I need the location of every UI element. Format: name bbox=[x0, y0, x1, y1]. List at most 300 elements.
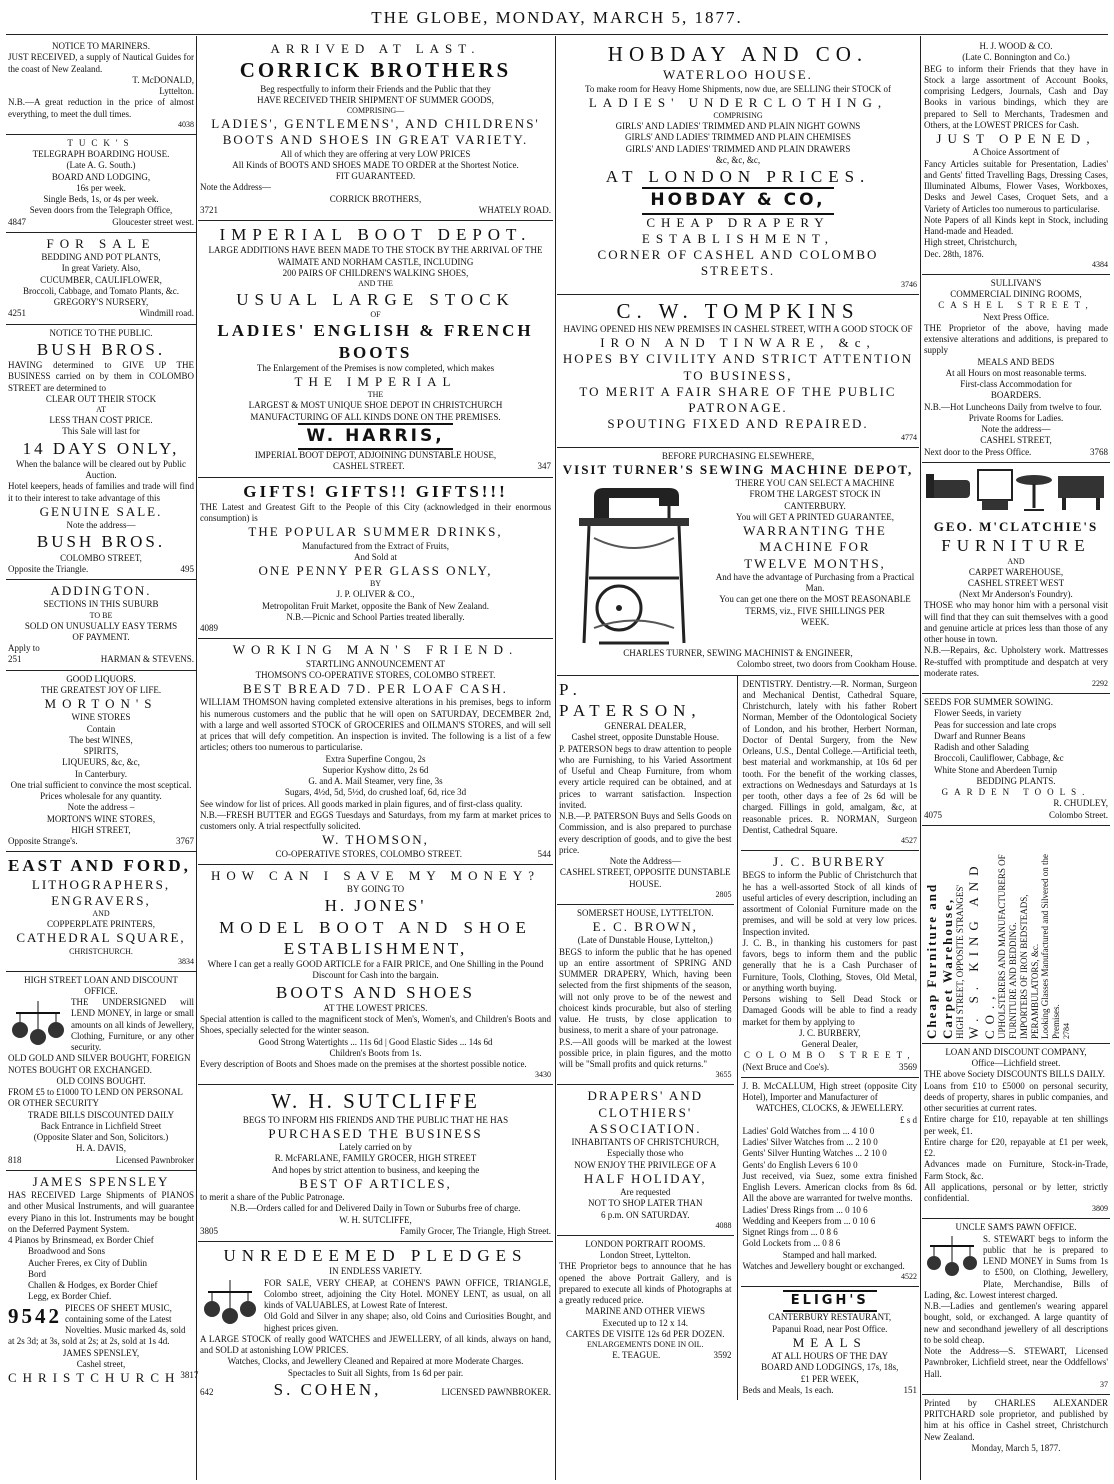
ad-heading: C. W. TOMPKINS bbox=[616, 298, 860, 323]
ad-line: OLD COINS BOUGHT. bbox=[56, 1075, 146, 1086]
ad-line: Beg respectfully to inform their Friends and the Public that they bbox=[260, 83, 491, 94]
ad-line: THE bbox=[367, 390, 384, 400]
ad-line: Next door to the Press Office. bbox=[924, 446, 1032, 457]
harris-logo: W. HARRIS, bbox=[298, 423, 452, 450]
ad-number: 3817 bbox=[180, 1370, 199, 1380]
ad-line: BUSH BROS. bbox=[36, 532, 166, 552]
ad-name: R. CHUDLEY, bbox=[1053, 798, 1108, 809]
ad-line: Special attention is called to the magnificent stock of Men's, Women's, and Children's Boots and Shoes, specially selected for the winter season. bbox=[200, 1014, 551, 1036]
ad-line: J. P. OLIVER & CO., bbox=[336, 589, 415, 600]
ad-line: Metropolitan Fruit Market, opposite the Bank of New Zealand. bbox=[262, 600, 489, 611]
ad-line: Manufactured from the Extract of Fruits, bbox=[302, 540, 449, 551]
ad-line: And Sold at bbox=[353, 551, 397, 562]
ad-body: DENTISTRY. Dentistry.—R. Norman, Surgeon and Mechanical Dentist, Cathedral Square, Christchurch, lately with his father Robert Norman, Member of the Odontological Society of London, and his brother, Herbert Norman, Doctor of Dental Surgery, from the New Orleans, U.S., Dental College.—Artificial teeth, best material and workmanship, at 10s 6d per tooth. For the benefit of the working classes, extractions on Wednesdays and Saturdays at 1s per tooth, other days a fee of 2s 6d will be charged. Fillings in gold, amalgam, &c, at reasonable prices. R. NORMAN, Surgeon Dentist, Cathedral Square. bbox=[742, 678, 917, 835]
ad-line: Note the Address— bbox=[609, 856, 681, 866]
ad-line: TO BE bbox=[89, 610, 113, 620]
ad-line: Colombo Street. bbox=[1049, 809, 1108, 820]
ad-line: N.B.—Picnic and School Parties treated liberally. bbox=[286, 611, 465, 622]
ad-line: MARINE AND OTHER VIEWS bbox=[585, 1306, 706, 1317]
ad-number: 3569 bbox=[899, 1061, 917, 1072]
ad-line: Loans from £10 to £5000 on personal security, deeds of property, shares in public companies, and other securities at current rates. bbox=[924, 1080, 1108, 1113]
ad-line: FROM THE LARGEST STOCK IN bbox=[749, 489, 881, 500]
price-row: Ladies' Silver Watches from ... 2 10 0 bbox=[742, 1137, 878, 1147]
ad-body: BEGS to inform the Public of Christchurch that he has a well-assorted Stock of all kinds of useful articles of every description, including an assortment of Colonial Furniture made on the premises, and will be sold at very low prices. Inspection invited. bbox=[742, 870, 917, 937]
rotated-ad-frame bbox=[924, 829, 1108, 1039]
ad-line: AT ALL HOURS OF THE DAY bbox=[771, 1351, 889, 1361]
ad-tucks bbox=[6, 135, 196, 233]
ad-line: Flower Seeds, in variety bbox=[934, 708, 1022, 719]
ad-norman bbox=[741, 676, 919, 852]
ad-line: FURNITURE bbox=[941, 536, 1091, 556]
ad-number: 3746 bbox=[901, 279, 917, 289]
ad-heading: FOR SALE bbox=[46, 235, 156, 251]
ad-line: LITHOGRAPHERS, ENGRAVERS, bbox=[31, 876, 171, 908]
ad-bush-bros bbox=[6, 325, 196, 581]
ad-line: (Late A. G. South.) bbox=[66, 160, 136, 171]
ad-line: London Street, Lyttelton. bbox=[600, 1250, 691, 1260]
ad-line: You will GET A PRINTED GUARANTEE, bbox=[736, 511, 894, 522]
ad-line: Cashel street, opposite Dunstable House. bbox=[571, 732, 719, 743]
ad-line: Especially those who bbox=[607, 1148, 684, 1159]
ad-line: Broccoli, Cauliflower, Cabbage, &c bbox=[934, 753, 1064, 764]
ad-heading: WORKING MAN'S FRIEND. bbox=[232, 642, 519, 658]
ad-line: BOOTS AND SHOES IN GREAT VARIETY. bbox=[222, 132, 529, 148]
eligh-logo: ELIGH'S bbox=[783, 1290, 877, 1312]
ad-line: N.B.—Orders called for and Delivered Daily in Town or Suburbs free of charge. bbox=[230, 1203, 521, 1214]
ad-line: JAMES SPENSLEY, bbox=[62, 1347, 140, 1358]
ad-line: &c, &c, &c, bbox=[715, 154, 761, 165]
ad-sullivan bbox=[922, 275, 1110, 463]
ad-line: CASHEL STREET, bbox=[938, 300, 1094, 311]
ad-line: A Choice Assortment of bbox=[972, 147, 1060, 158]
price-row: Wedding and Keepers from ... 0 10 6 bbox=[742, 1215, 876, 1226]
ad-line: WEEK. bbox=[800, 616, 830, 627]
ad-line: High street, Christchurch, bbox=[924, 237, 1017, 248]
ad-hobday bbox=[557, 38, 919, 295]
ad-line: 4 Pianos by Brinsmead, ex Border Chief bbox=[8, 1235, 154, 1245]
ad-for-sale bbox=[6, 233, 196, 325]
ad-number: 4384 bbox=[1092, 259, 1108, 269]
ad-sutcliffe bbox=[198, 1085, 553, 1242]
ad-line: AND bbox=[1007, 556, 1025, 566]
ad-number: 3767 bbox=[176, 836, 194, 846]
ad-name: E. C. BROWN, bbox=[592, 919, 698, 934]
ad-line: And have the advantage of Purchasing from a Practical Man. bbox=[715, 571, 915, 593]
ad-line: BEGS TO INFORM HIS FRIENDS AND THE PUBLIC THAT HE HAS bbox=[242, 1114, 509, 1125]
ad-burbery bbox=[741, 851, 919, 1078]
ad-body: J. B. McCALLUM, High street (opposite City Hotel), Importer and Manufacturer of bbox=[742, 1080, 917, 1102]
ad-line: WARRANTING THE MACHINE FOR bbox=[743, 523, 887, 555]
ad-line: Colombo street, two doors from Cookham House. bbox=[737, 659, 917, 670]
ad-line: Office—Lichfield street. bbox=[971, 1058, 1061, 1068]
ad-line: LADIES', GENTLEMENS', AND CHILDRENS' bbox=[211, 116, 540, 131]
ad-line: BOOTS AND SHOES bbox=[276, 982, 475, 1002]
ad-line: Opposite Strange's. bbox=[8, 836, 78, 846]
ad-line: WATCHES, CLOCKS, & JEWELLERY. bbox=[755, 1103, 904, 1114]
ad-drapers bbox=[557, 1085, 734, 1236]
ad-gifts bbox=[198, 478, 553, 640]
ad-line: ONE PENNY PER GLASS ONLY, bbox=[258, 563, 493, 578]
ad-line: THERE YOU CAN SELECT A MACHINE bbox=[735, 478, 895, 488]
ad-notice: NOTICE TO THE PUBLIC. bbox=[49, 327, 153, 338]
ad-line: Legg, ex Border Chief. bbox=[28, 1291, 112, 1302]
ad-imperial-boot bbox=[198, 221, 553, 478]
ad-line: Executed up to 12 x 14. bbox=[602, 1317, 688, 1328]
ad-line: STARTLING ANNOUNCEMENT AT bbox=[305, 658, 446, 669]
ad-body: JUST RECEIVED, a supply of Nautical Guides for the coast of New Zealand. bbox=[8, 52, 194, 74]
ad-wood bbox=[922, 38, 1110, 275]
ad-line: BEFORE PURCHASING ELSEWHERE, bbox=[661, 450, 815, 461]
ad-line: BOARD AND LODGING, bbox=[51, 171, 151, 182]
ad-line: THE POPULAR SUMMER DRINKS, bbox=[248, 524, 503, 540]
ad-heading: IMPERIAL BOOT DEPOT. bbox=[219, 225, 532, 244]
ad-cohen bbox=[198, 1242, 553, 1404]
masthead-title: THE GLOBE, MONDAY, MARCH 5, 1877. bbox=[371, 8, 743, 27]
ad-line: Watches and Jewellery bought or exchanged. bbox=[742, 1260, 905, 1271]
ad-line: NOT TO SHOP LATER THAN bbox=[588, 1198, 703, 1209]
ad-line: £ s d bbox=[899, 1114, 917, 1125]
ad-line: USUAL LARGE STOCK bbox=[236, 290, 515, 309]
price-row: Gents' do English Levers 6 10 0 bbox=[742, 1159, 858, 1170]
ad-number: 347 bbox=[537, 461, 551, 472]
ad-line: N.B.—P. PATERSON Buys and Sells Goods on Commission, and is also prepared to purchase every description of goods, and to give the best price. bbox=[559, 811, 732, 855]
ad-body: P. PATERSON begs to draw attention to people who are Furnishing, to his Varied Assortment of Useful and Cheap Furniture, from whom every article required can be obtained, and at prices to warrant satisfaction. Inspection invited. bbox=[559, 743, 732, 810]
ad-line: HAVE RECEIVED THEIR SHIPMENT OF SUMMER GOODS, bbox=[257, 94, 494, 105]
ad-line: LADIES' UNDERCLOTHING, bbox=[588, 94, 888, 110]
ad-number: 3834 bbox=[178, 956, 194, 966]
ad-line: Peas for succession and late crops bbox=[934, 719, 1057, 730]
ad-body: WILLIAM THOMSON having completed extensive alterations in his premises, begs to inform his numerous customers and the public that he will open on SATURDAY, DECEMBER 2nd, with a large and well assorted STOCK of GROCERIES and OILMAN'S STORES, and will sell at prices that will defy competition. An inspection is invited. The following is a list of a few articles; others too numerous to particularise. bbox=[200, 697, 551, 753]
ad-line: AT THE LOWEST PRICES. bbox=[323, 1002, 428, 1013]
ad-line: MEALS bbox=[792, 1334, 867, 1350]
ad-line: General Dealer, bbox=[801, 1039, 859, 1049]
ad-line: GENERAL DEALER, bbox=[604, 721, 687, 731]
ad-thomson bbox=[198, 639, 553, 865]
ad-line: HOPES BY CIVILITY AND STRICT ATTENTION TO BUSINESS, bbox=[562, 351, 914, 383]
ad-line: THOMSON'S CO-OPERATIVE STORES, COLOMBO STREET. bbox=[255, 669, 496, 680]
ad-line: COMPRISING— bbox=[346, 106, 405, 115]
ad-number: 2784 bbox=[1061, 1022, 1071, 1039]
ad-line: TWELVE MONTHS, bbox=[744, 555, 886, 571]
ad-line: GIRLS' AND LADIES' TRIMMED AND PLAIN DRAWERS bbox=[625, 143, 851, 154]
ad-line: UPHOLSTERERS AND MANUFACTURERS OF FURNITURE AND BEDDING. bbox=[997, 854, 1018, 1039]
ad-number: 3430 bbox=[535, 1070, 551, 1080]
ad-heading: GOOD LIQUORS. bbox=[66, 673, 136, 684]
ad-heading: W. H. SUTCLIFFE bbox=[271, 1089, 480, 1114]
ad-tompkins bbox=[557, 295, 919, 448]
ad-body: HAS RECEIVED Large Shipments of PIANOS and other Musical Instruments, and will guarantee every Piano in this lot. Instruments may be bought on the Deferred Payment System. bbox=[8, 1190, 194, 1234]
ad-line: COLOMBO STREET, bbox=[60, 552, 142, 563]
ad-number: 4847 bbox=[8, 216, 26, 227]
ad-line: Looking Glasses Manufactured and Silvered on the Premises. bbox=[1040, 853, 1062, 1039]
ad-line: IN ENDLESS VARIETY. bbox=[329, 1266, 422, 1277]
ad-line: THE IMPERIAL bbox=[294, 374, 457, 389]
ad-line: AND bbox=[92, 909, 110, 918]
ad-heading: UNCLE SAM'S PAWN OFFICE. bbox=[955, 1222, 1077, 1233]
ad-line: 200 PAIRS OF CHILDREN'S WALKING SHOES, bbox=[282, 267, 469, 278]
ad-line: Fancy Articles suitable for Presentation, Ladies' and Gents' fitted Travelling Bags, Dressing Cases, Illuminated Albums, Flower Vases, Workboxes, Desks and Jewel Cases, Croquet Sets, and a Variety of Articles too numerous to particularise. bbox=[924, 158, 1108, 214]
ad-body: THE above Society DISCOUNTS BILLS DAILY. bbox=[924, 1069, 1105, 1080]
ad-line: LICENSED PAWNBROKER. bbox=[441, 1386, 551, 1397]
ad-line: Licensed Pawnbroker bbox=[115, 1154, 194, 1165]
ad-jones bbox=[198, 865, 553, 1086]
ad-line: OF bbox=[370, 310, 381, 320]
ad-heading: HOBDAY AND CO. bbox=[607, 42, 869, 66]
ad-line: R. McFARLANE, FAMILY GROCER, HIGH STREET bbox=[274, 1153, 477, 1164]
ad-note: N.B.—A great reduction in the price of almost everything, to meet the dull times. bbox=[8, 97, 194, 119]
ad-line: BOARDERS. bbox=[990, 390, 1042, 401]
price-row: Signet Rings from ... 0 8 6 bbox=[742, 1227, 838, 1237]
ad-line: Are requested bbox=[620, 1187, 671, 1197]
column-3 bbox=[557, 38, 919, 1478]
ad-heading: ADDINGTON. bbox=[50, 583, 152, 598]
ad-heading: BUSH BROS. bbox=[36, 339, 166, 359]
ad-line: And hopes by strict attention to business, and keeping the bbox=[271, 1164, 480, 1175]
ad-line: Entire charge for £20, repayable at £1 per week, £2. bbox=[924, 1136, 1108, 1158]
ad-line: Stamped and hall marked. bbox=[782, 1249, 877, 1260]
ad-big-number: 9542 bbox=[8, 1303, 62, 1328]
ad-line: This Sale will last for bbox=[62, 426, 140, 437]
ad-line: Old Gold and Silver in any shape; also, old Coins and Curiosities Bought, and highest prices given. bbox=[264, 1311, 551, 1333]
ad-number: 3768 bbox=[1090, 446, 1108, 457]
ad-line: WATERLOO HOUSE. bbox=[663, 67, 813, 83]
ad-line: BEST BREAD 7D. PER LOAF CASH. bbox=[243, 681, 508, 696]
ad-heading: Cheap Furniture and Carpet Warehouse, bbox=[924, 882, 955, 1039]
ad-number: 4522 bbox=[901, 1272, 917, 1281]
imprint-text: Printed by CHARLES ALEXANDER PRITCHARD sole proprietor, and published by him at his office in Cashel street, Christchurch New Zealand. bbox=[924, 1397, 1108, 1442]
column-1 bbox=[6, 38, 199, 1478]
ad-line: FROM £5 to £1000 TO LEND ON PERSONAL OR OTHER SECURITY bbox=[8, 1087, 183, 1109]
ad-spensley bbox=[6, 1171, 199, 1391]
ad-line: One trial sufficient to convince the most sceptical. bbox=[10, 779, 192, 790]
ad-line: CANTERBURY RESTAURANT, bbox=[768, 1312, 892, 1323]
ad-name: E. TEAGUE. bbox=[612, 1350, 661, 1360]
ad-line: When the balance will be cleared out by Public Auction. bbox=[16, 458, 186, 480]
ad-addington bbox=[6, 580, 196, 671]
pawnbroker-balls-icon bbox=[8, 999, 68, 1049]
ad-address: Gloucester street west. bbox=[112, 216, 194, 227]
ad-name: HARMAN & STEVENS. bbox=[100, 654, 194, 665]
ad-line: BOARD AND LODGINGS, 17s, 18s, bbox=[761, 1362, 899, 1373]
ad-line: A LARGE STOCK of really good WATCHES and JEWELLERY, of all kinds, always on hand, and SOLD at astonishing LOW PRICES. bbox=[200, 1333, 551, 1355]
ad-line: CHARLES TURNER, SEWING MACHINIST & ENGINEER, bbox=[623, 648, 853, 658]
ad-line: SPOUTING FIXED AND REPAIRED. bbox=[607, 416, 869, 432]
ad-number: 4251 bbox=[8, 308, 26, 319]
ad-line: Superior Kyshow ditto, 2s 6d bbox=[322, 764, 429, 775]
ad-mclatchie bbox=[922, 463, 1110, 694]
ad-line: All Kinds of BOOTS AND SHOES MADE TO ORDER at the Shortest Notice. bbox=[232, 159, 519, 170]
ad-line: BEST OF ARTICLES, bbox=[299, 1175, 452, 1191]
ad-line: J. C. BURBERY, bbox=[798, 1027, 861, 1038]
ad-number: 4527 bbox=[901, 836, 917, 845]
ad-number: 2292 bbox=[1092, 679, 1108, 688]
ad-heading: TUCK'S bbox=[67, 137, 135, 148]
ad-line: In Canterbury. bbox=[75, 768, 127, 779]
rotated-ad-text bbox=[924, 829, 1072, 1039]
ad-heading: P. PATERSON, bbox=[559, 679, 702, 720]
ad-line: Prices wholesale for any quantity. bbox=[40, 791, 162, 801]
ad-body: FOR SALE, VERY CHEAP, at COHEN'S PAWN OFFICE, TRIANGLE, Colombo street, adjoining the City Hotel. MONEY LENT, as usual, on all kinds of VALUABLES, at Lowest Rate of Interest. bbox=[264, 1277, 551, 1310]
ad-line: JUST OPENED, bbox=[936, 131, 1096, 146]
ad-line: TERMS, viz., FIVE SHILLINGS PER bbox=[745, 605, 885, 616]
ad-line: THE GREATEST JOY OF LIFE. bbox=[40, 684, 162, 695]
ad-line: LARGEST & MOST UNIQUE SHOE DEPOT IN CHRISTCHURCH bbox=[248, 400, 503, 411]
ad-line: All of which they are offering at very LOW PRICES bbox=[280, 148, 471, 159]
sub-column-right bbox=[738, 676, 919, 1401]
ad-line: PIECES OF SHEET MUSIC, containing some of the Latest Novelties. Music marked 4s, sold at 2s 3d; at 3s, sold at 2s; at 2s, sold at 1s 4d. bbox=[8, 1302, 186, 1347]
ad-line: CHRISTCHURCH. bbox=[69, 946, 133, 956]
ad-line: TRADE BILLS DISCOUNTED DAILY bbox=[27, 1109, 175, 1120]
ad-line: (Late C. Bonnington and Co.) bbox=[962, 52, 1070, 63]
ad-line: CO-OPERATIVE STORES, COLOMBO STREET. bbox=[275, 848, 462, 859]
ad-line: LADIES' ENGLISH & FRENCH BOOTS bbox=[217, 321, 534, 362]
ad-mccallum bbox=[741, 1078, 919, 1287]
ad-line: OLD GOLD AND SILVER BOUGHT, FOREIGN NOTES BOUGHT OR EXCHANGED. bbox=[8, 1053, 191, 1075]
ad-body: BEGS to inform the public that he has opened up an entire assortment of SPRING AND SUMMER DRAPERY, Which, having been selected from the first shipments of the season, will not only prove to be of the newest and choicest kinds procurable, but also of sterling value. He trusts, by close application to business, to merit a share of your patronage. bbox=[559, 946, 732, 1036]
ad-heading: JAMES SPENSLEY bbox=[32, 1173, 170, 1189]
ad-body: THE Latest and Greatest Gift to the People of this City (acknowledged in their enormous consumption) is bbox=[200, 501, 551, 523]
column-divider bbox=[555, 36, 556, 1480]
ad-address: Windmill road. bbox=[139, 308, 194, 319]
ad-line: 16s per week. bbox=[76, 182, 126, 193]
ad-mariners bbox=[6, 38, 196, 135]
ad-line: 6 p.m. ON SATURDAY. bbox=[600, 1209, 690, 1220]
ad-line: Children's Boots from 1s. bbox=[329, 1047, 422, 1058]
ad-line: Advances made on Furniture, Stock-in-Trade, Farm Stock, &c. bbox=[924, 1159, 1108, 1181]
ad-line: Seven doors from the Telegraph Office, bbox=[29, 205, 173, 216]
ad-line: First-class Accommodation for bbox=[960, 379, 1072, 389]
price-row: Ladies' Gold Watches from ... 4 10 0 bbox=[742, 1125, 875, 1136]
ad-line: Private Rooms for Ladies. bbox=[968, 412, 1064, 423]
ad-line: GIRLS' AND LADIES' TRIMMED AND PLAIN NIGHT GOWNS bbox=[615, 121, 861, 131]
ad-line: W. S. KING AND CO., bbox=[965, 860, 997, 1039]
ad-line: Good Strong Watertights ... 11s 6d | Good Elastic Sides ... 14s 6d bbox=[258, 1036, 493, 1047]
imprint bbox=[922, 1395, 1110, 1458]
ad-heading: NOTICE TO MARINERS. bbox=[52, 41, 150, 51]
ad-line: SOLD ON UNUSUALLY EASY TERMS bbox=[24, 620, 178, 631]
ad-line: AND THE bbox=[358, 279, 393, 288]
ad-line: Back Entrance in Lichfield Street bbox=[40, 1120, 162, 1131]
ad-number: 4774 bbox=[901, 432, 917, 442]
ad-line: MORTON'S WINE STORES, bbox=[46, 813, 156, 824]
ad-body: HAVING determined to GIVE UP THE BUSINESS carried on by them in COLOMBO STREET are determined to bbox=[8, 360, 194, 393]
ad-line: Note the Address— bbox=[200, 182, 271, 193]
ad-line: Note the address— bbox=[981, 424, 1051, 434]
ad-line: COMPRISING bbox=[713, 111, 763, 120]
ad-line: Hotel keepers, heads of families and trade will find it to their interest to take advantage of this bbox=[8, 481, 194, 503]
ad-line: GIRLS' AND LADIES' TRIMMED AND PLAIN CHEMISES bbox=[624, 132, 852, 143]
ad-line: LARGE ADDITIONS HAVE BEEN MADE TO THE STOCK BY THE ARRIVAL OF THE WAIMATE AND NORHAM CASTLE, INCLUDING bbox=[208, 245, 543, 267]
ad-line: Dwarf and Runner Beans bbox=[934, 730, 1026, 741]
ad-number: 4038 bbox=[178, 119, 194, 129]
ad-line: HIGH STREET, bbox=[71, 824, 131, 835]
ad-number: 3592 bbox=[713, 1350, 732, 1360]
ad-heading: J. C. BURBERY bbox=[773, 854, 887, 869]
ad-line: Every description of Boots and Shoes made on the premises at the shortest possible notice. bbox=[200, 1059, 527, 1069]
ad-line: Opposite the Triangle. bbox=[8, 563, 89, 574]
ad-line: OF PAYMENT. bbox=[72, 631, 130, 642]
ad-line: White Stone and Aberdeen Turnip bbox=[934, 764, 1057, 775]
ad-name: CORRICK BROTHERS bbox=[239, 58, 512, 83]
ad-line: MANUFACTURING OF ALL KINDS DONE ON THE PREMISES. bbox=[250, 411, 501, 422]
ad-line: SPIRITS, bbox=[83, 746, 119, 756]
ad-line: Family Grocer, The Triangle, High Street. bbox=[400, 1225, 551, 1236]
ad-line: CARTES DE VISITE 12s 6d PER DOZEN. bbox=[565, 1328, 725, 1339]
ad-line: Broadwood and Sons bbox=[28, 1246, 105, 1257]
ad-line: H. A. DAVIS, bbox=[75, 1143, 127, 1154]
ad-east-ford bbox=[6, 852, 196, 971]
ad-turner bbox=[557, 448, 919, 676]
ad-line: NOW ENJOY THE PRIVILEGE OF A bbox=[574, 1159, 717, 1170]
column-divider bbox=[196, 36, 197, 1480]
hobday-logo: HOBDAY & CO, bbox=[642, 187, 833, 214]
ad-line: Broccoli, Cabbage, and Tomato Plants, &c. bbox=[23, 285, 179, 296]
ad-line: (Next Bruce and Coe's). bbox=[742, 1061, 830, 1072]
ad-heading: DRAPERS' AND CLOTHIERS' ASSOCIATION. bbox=[587, 1088, 704, 1136]
ad-line: P.S.—All goods will be marked at the lowest possible price, in plain figures, and the motto will be "Small profits and quick returns." bbox=[559, 1036, 732, 1069]
ad-line: (Late of Dunstable House, Lyttelton,) bbox=[577, 935, 713, 946]
ad-line: Next Press Office. bbox=[982, 311, 1050, 322]
ad-number: 37 bbox=[1100, 1379, 1108, 1389]
ad-line: CLEAR OUT THEIR STOCK bbox=[45, 393, 157, 404]
ad-number: 3805 bbox=[200, 1225, 218, 1236]
ad-loan-office bbox=[6, 972, 196, 1171]
ad-number: 642 bbox=[200, 1386, 214, 1397]
ad-line: Papanui Road, near Post Office. bbox=[772, 1323, 888, 1334]
ad-line: IRON AND TINWARE, &c, bbox=[600, 335, 876, 350]
ad-line: AT bbox=[96, 405, 106, 414]
ad-line: To make room for Heavy Home Shipments, now due, are SELLING their STOCK of bbox=[585, 83, 891, 94]
ad-line: Cashel street, bbox=[76, 1358, 126, 1369]
ad-line: Radish and other Salading bbox=[934, 742, 1029, 752]
ad-heading: HOW CAN I SAVE MY MONEY? bbox=[210, 867, 540, 883]
ad-line: Bord bbox=[28, 1268, 46, 1279]
ad-body: THE Proprietor of the above, having made extensive alterations and additions, is prepared to supply bbox=[924, 322, 1108, 356]
ad-line: BEDDING PLANTS. bbox=[976, 775, 1056, 786]
ad-line: J. C. B., in thanking his customers for past favors, begs to inform them and the public generally that he is a Cash Purchaser of Furniture, Tools, Clothing, Stoves, Old Metal, or anything worth buying. bbox=[742, 937, 917, 993]
ad-line: Dec. 28th, 1876. bbox=[924, 248, 984, 259]
ad-line: GARDEN TOOLS. bbox=[941, 787, 1091, 797]
ad-heading: SULLIVAN'S bbox=[990, 277, 1042, 288]
ad-name: S. COHEN, bbox=[273, 1379, 382, 1399]
ad-line: CARPET WAREHOUSE, bbox=[968, 566, 1064, 577]
sub-column-left bbox=[557, 676, 738, 1401]
ad-line: COMMERCIAL DINING ROOMS, bbox=[950, 289, 1082, 299]
ad-line: to merit a share of the Public Patronage. bbox=[200, 1192, 345, 1202]
ad-line: PURCHASED THE BUSINESS bbox=[268, 1125, 483, 1141]
ad-heading: SOMERSET HOUSE, LYTTELTON. bbox=[577, 907, 714, 918]
ad-line: The Enlargement of the Premises is now completed, which makes bbox=[256, 362, 495, 373]
ad-number: 3655 bbox=[715, 1070, 732, 1080]
ad-name: T. McDONALD, bbox=[132, 74, 194, 85]
ad-line: MEALS AND BEDS bbox=[977, 356, 1055, 367]
ad-line: HAVING OPENED HIS NEW PREMISES IN CASHEL STREET, WITH A GOOD STOCK OF bbox=[563, 323, 913, 334]
ad-line: N.B.—Ladies and gentlemen's wearing apparel bought, sold, or exchanged. A large quantity of new and secondhand jewellery of all descriptions to be sold cheap. bbox=[924, 1301, 1108, 1345]
price-row: Gold Lockets from ... 0 8 6 bbox=[742, 1238, 841, 1249]
ad-number: 818 bbox=[8, 1154, 22, 1165]
ad-line: FIT GUARANTEED. bbox=[335, 171, 416, 181]
price-row: Ladies' Dress Rings from ... 0 10 6 bbox=[742, 1204, 868, 1215]
ad-line: MORTON'S bbox=[44, 696, 158, 711]
ad-number: 544 bbox=[537, 848, 551, 859]
ad-line: CANTERBURY. bbox=[784, 500, 846, 511]
ad-line: TO MERIT A FAIR SHARE OF THE PUBLIC PATRONAGE. bbox=[579, 383, 897, 415]
ad-line: MODEL BOOT AND SHOE bbox=[219, 917, 532, 937]
ad-number: 251 bbox=[8, 654, 22, 665]
ad-number: 495 bbox=[180, 563, 194, 574]
ad-brown bbox=[557, 905, 734, 1086]
ad-line: All applications, personal or by letter, strictly confidential. bbox=[924, 1181, 1108, 1203]
